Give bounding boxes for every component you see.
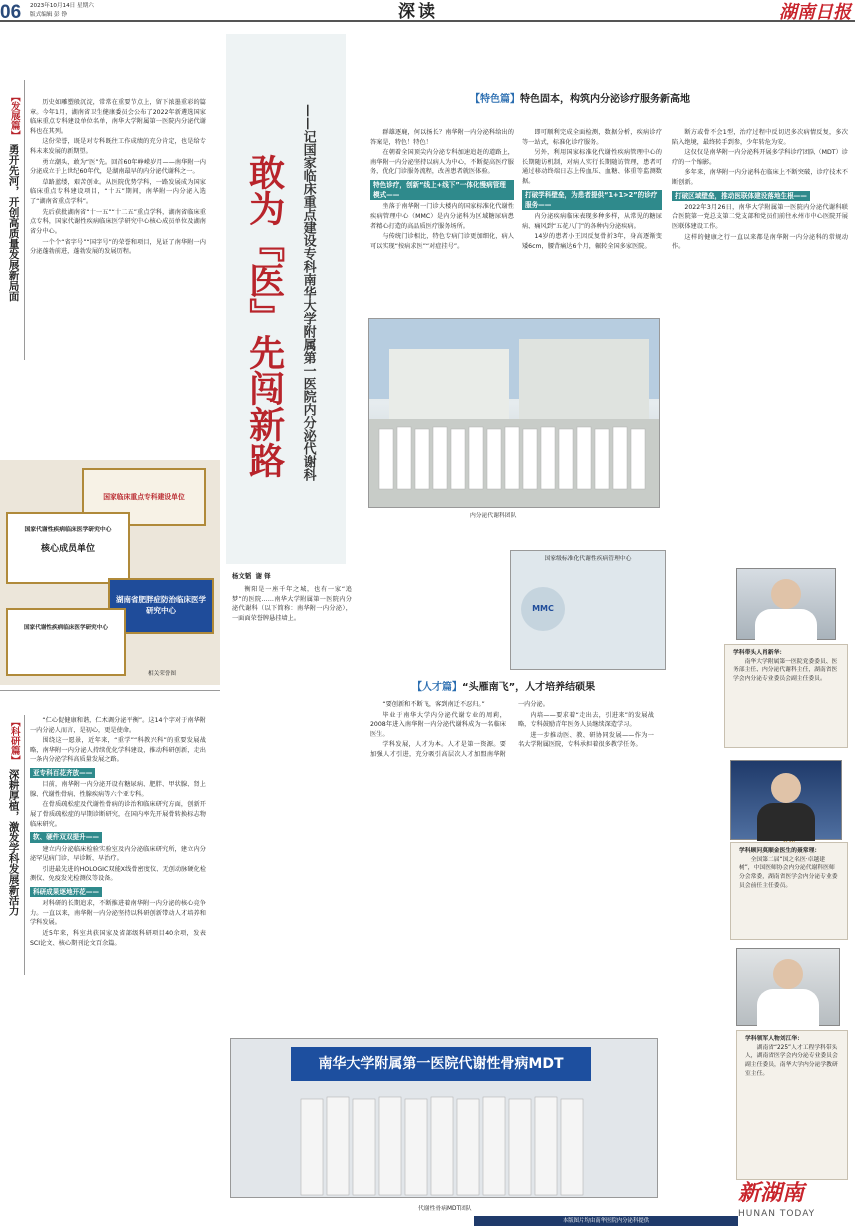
mdt-banner: 南华大学附属第一医院代谢性骨病MDT [291, 1047, 591, 1081]
right-text-1: 断方或骨不会1型，治疗过程中反切迟多次病情反复，多次陷入绝境，最终转手到参，少年转危为安。 这仅仅是南华附一内分泌科开展多学科诊疗团队（MDT）诊疗的一个缩影。 多年来，南华附一内分泌科在临床上不断突破，诊疗技术不断创新。 打破区域壁垒，推动医联体建设落地生根—— 2022年3月26日，南华大学附属第一医院内分泌代谢科联合医院第一党总支第二党支部和党员们前往永州市中心医院开展医联体建设工作。 这样的健康之行一直以来都是南华附一内分泌科的常规动作。 [672, 129, 848, 251]
portrait-1 [736, 568, 836, 640]
sub-title: ——记国家临床重点建设专科南华大学附属第一医院内分泌代谢科 [300, 104, 316, 481]
plaque-caption: 相关荣誉图 [148, 671, 176, 677]
left-head1-title: 勇开先河，开创高质量发展新局面 [7, 144, 20, 302]
left-head2: 【科研篇】 [8, 717, 20, 765]
byline-box: 杨文韬 谢 铎 衡阳是一座千年之城，也有一家“追梦”的医院……南华大学附属第一医院内分泌代谢科（以下简称：南华附一内分泌），一面面荣誉牌悬挂墙上。 [232, 572, 352, 622]
mdt-photo-caption: 代谢性骨病MDT团队 [418, 1206, 472, 1212]
portrait-2 [730, 760, 842, 840]
header-date: 2023年10月14日 星期六 [30, 3, 94, 9]
page-header [0, 0, 855, 22]
left-head1: 【发展篇】 [8, 92, 20, 140]
mid-text-1: 群雄逐鹿，何以扬长？南华附一内分泌科给出的答案是，特色！特色！ 在朝着全国顶尖内分泌专科加速追赶的道路上，南华附一内分泌坚持以病人为中心，不断提高医疗服务，优化门诊服务流程，改善患者就医体验。 特色诊疗，创新“线上+线下”一体化慢病管理模式—— 坐落于南华附一门诊大楼内的国家标准化代谢性疾病管理中心（MMC）是内分泌科为区域糖尿病患者精心打造的高品质医疗服务场所。 与传统门诊相比，特色专病门诊更加细化，病人可以实现“按病求医”“对症挂号”。 [370, 129, 514, 250]
team-photo-caption: 内分泌代谢科团队 [470, 513, 517, 519]
plaque-metabolic-center: 国家代谢性疾病临床医学研究中心 核心成员单位 [6, 512, 130, 584]
person1-caption: 学科带头人肖新华： 南华大学附属第一医院党委委员、医务部主任、内分泌代谢科主任，湖南省医学会内分泌专业委员会副主任委员。 [724, 644, 848, 748]
honor-plaques [0, 460, 220, 685]
footer-logo: 新湖南 HUNAN TODAY [738, 1180, 816, 1220]
mdt-photo [230, 1038, 658, 1198]
portrait-3 [736, 948, 840, 1026]
plaque-obesity-center: 湖南省肥胖症防治临床医学研究中心 [108, 578, 214, 634]
bottom-strip: 本版图片均由南华医院内分泌科提供 [474, 1216, 738, 1226]
person2-caption: 学科顾问莫顺金医生的聂常理： 全国第二届“国之名医·卓越建树”，中国医师协会内分泌代谢科医师分会常委，湖南省医学会内分泌专业委员会前任主任委员。 [730, 842, 848, 940]
section2-header: 【人才篇】“头雁南飞”，人才培养结硕果 [412, 682, 596, 693]
page-number: 06 [0, 2, 22, 23]
plaque-national-key-specialty: 国家临床重点专科建设单位 [82, 468, 206, 526]
mmc-photo [510, 550, 666, 670]
mmc-logo: MMC [521, 587, 565, 631]
left-head2-title: 深耕厚植，激发学科发展新活力 [7, 769, 20, 916]
plaque-metabolic-center-2: 国家代谢性疾病临床医学研究中心 [6, 608, 126, 676]
left-text-2: “仁心促健康和谐，仁术调分泌平衡”。这14个字对于南华附一内分泌人而言，是初心，更是使命。 围绕这一愿景，近年来，“重学”“科教兴科”的重要发展战略，南华附一内分泌人持续优化学科建设，推动科研创新，走出一条内分泌学科高质量发展之路。 亚专科百花齐放—— 目前，南华附一内分泌开设有糖尿病、肥胖、甲状腺、肾上腺、代谢性骨病、性腺疾病等六个亚专科。 在骨质疏松症及代谢性骨病的诊治和临床研究方面，创新开展了骨质疏松症的早期诊断研究，在国内率先开展骨转换标志物临床研究。 软、硬件双双提升—— 建立内分泌临床检验实验室及内分泌临床研究所，建立内分泌罕见病门诊，早诊断、早治疗。 引进最先进的HOLOGIC双能X线骨密度仪、无创动脉硬化检测仪、免疫发光检测仪等设备。 科研成果逐地开花—— 对科研的长期追求，不断推进着南华附一内分泌的核心竞争力。一直以来，南华附一内分泌坚持以科研创新带动人才培养和学科发展。 近5年来，科室共获国家及省部级科研项目40余项，发表SCI论文、核心期刊论文百余篇。 [30, 717, 206, 947]
header-editor: 版式编辑 彭 铮 [30, 12, 68, 18]
team-photo [368, 318, 660, 508]
main-title: 敢为『医』先闯新路 [243, 154, 286, 478]
section-title: 深读 [398, 2, 438, 22]
mmc-photo-caption: 国家级标准化代谢性疾病管理中心 [544, 556, 632, 562]
masthead: 湖南日报 [779, 2, 851, 23]
mid-text-3: “要创新和不断飞，客到南迁不忍归。” 毕业于南华大学内分泌代谢专业的周莉，2008年进入南华附一内分泌代谢科成为一名临床医生。 学科发展，人才为本。人才是第一资源。要加强人才引进，充分吸引高层次人才加盟南华附一内分泌。 内培——要求着“走出去，引进来”的发展战略，专科鼓励青年医务人员继续深造学习。 进一步推动医、教、研协同发展——作为一名大学附属医院，专科承担着很多教学任务。 [370, 701, 654, 759]
section1-header: 【特色篇】特色固本，构筑内分泌诊疗服务新高地 [470, 94, 690, 105]
person3-caption: 学科领军人物刘江华： 湖南省“225”人才工程学科带头人，湖南省医学会内分泌专业委员会副主任委员，南华大学内分泌学教研室主任。 [736, 1030, 848, 1180]
mid-text-2: 即可顺利完成全面检测，数据分析，疾病诊疗等一站式，标准化诊疗服务。 另外，利用国家标准化代谢性疾病管理中心的长期随访机制，对病人实行长期随访管理，患者可通过移动终端日志上传血压、血糖、体重等监测数据。 打破学科壁垒，为患者提供“1+1>2”的诊疗服务—— 内分泌疾病临床表现多种多样，从常见的糖尿病、痛风到“五花八门”的各种内分泌疾病。 14岁的患者小王因反复骨折3年，身高逐渐变矮6cm，腰背痛达6个月，辗转全国多家医院。 [522, 129, 662, 250]
left-text-1: 历史如雕塑般沉淀，常常在重要节点上，留下浓墨重彩的篇章。今年1月，湖南省卫生健康委员会公布了2022年新遴选国家临床重点专科建设单位名单，南华大学附属第一医院内分泌代谢科也在其列。 这份荣誉，既是对专科既往工作成绩的充分肯定，也是给专科未来发展的新期望。 勇立潮头，敢为“医”先。回首60年峥嵘岁月——南华附一内分泌成立于上世纪60年代，是湖南最早的内分泌代谢科之一。 草路蓝缕，艰苦创业。从医院优势学科，一路发展成为国家临床重点专科建设项目，“十五”期间，南华附一内分泌入选了“湖南省重点学科”。 先后获批湖南省“十一五”“十二五”重点学科，湖南省临床重点专科，国家代谢性疾病临床医学研究中心核心成员单位及湖南省分中心。 一个个“省字号”“国字号”的荣誉和项目，见证了南华附一内分泌蓬勃前进，蓬勃发展的发展历程。 [30, 99, 206, 256]
title-panel [226, 34, 346, 564]
